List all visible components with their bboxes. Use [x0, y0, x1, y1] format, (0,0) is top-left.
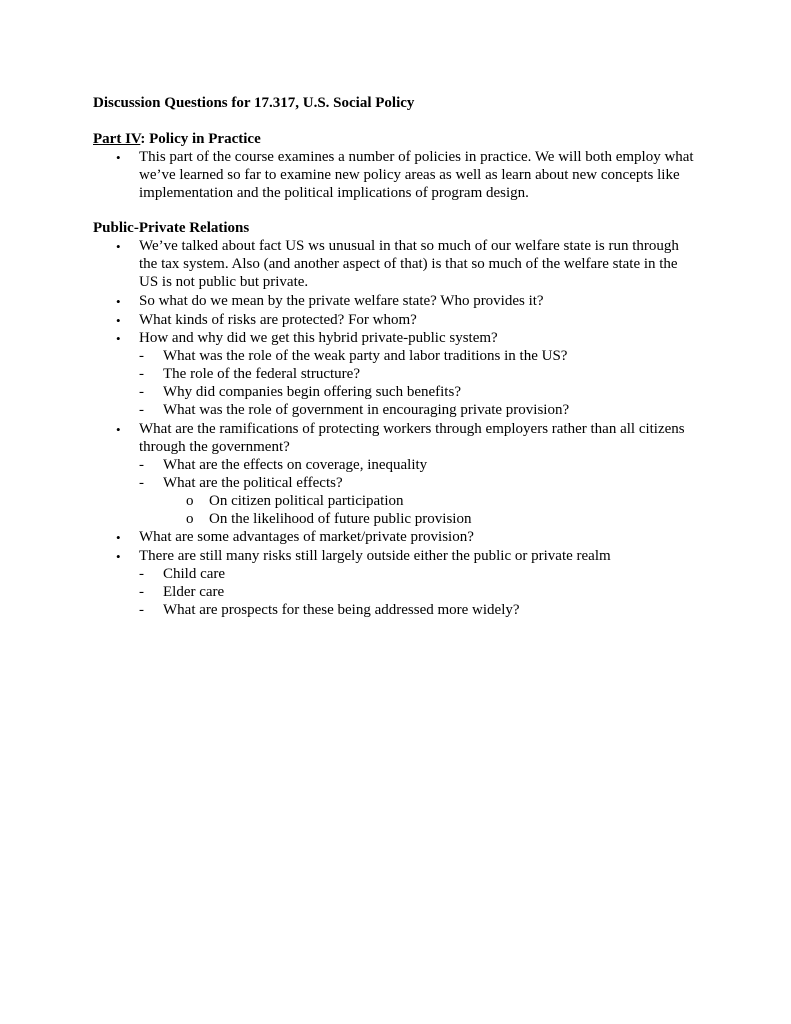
bullet-marker: • — [116, 150, 121, 165]
circle-marker: o — [186, 493, 194, 509]
sub-item-text: What was the role of government in encouraging private provision? — [163, 402, 570, 418]
sub-item-text: Child care — [163, 566, 226, 582]
bullet-text: What kinds of risks are protected? For whom? — [139, 312, 417, 328]
sub-item-text: What are the effects on coverage, inequality — [163, 457, 428, 473]
part-iv-heading-text: : Policy in Practice — [140, 131, 261, 147]
bullet-text: What are some advantages of market/private provision? — [139, 529, 474, 545]
dash-marker: - — [139, 584, 144, 600]
bullet-text: What are the ramifications of protecting workers through employers rather than all citizens through the government? — [139, 421, 685, 455]
circle-marker: o — [186, 511, 194, 527]
dash-marker: - — [139, 366, 144, 382]
sub-item-text: Why did companies begin offering such benefits? — [163, 384, 461, 400]
dash-marker: - — [139, 348, 144, 364]
bullet-marker: • — [116, 313, 121, 328]
dash-marker: - — [139, 602, 144, 618]
dash-marker: - — [139, 457, 144, 473]
bullet-marker: • — [116, 549, 121, 564]
sub-item-text: What are prospects for these being addressed more widely? — [163, 602, 520, 618]
bullet-text: We’ve talked about fact US ws unusual in that so much of our welfare state is run through the tax system. Also (and another aspect of that) is that so much of the welfare state in the US is not public but private. — [139, 238, 679, 290]
part-iv-label: Part IV — [93, 131, 141, 147]
bullet-text: How and why did we get this hybrid private-public system? — [139, 330, 498, 346]
document-title: Discussion Questions for 17.317, U.S. Social Policy — [93, 95, 415, 111]
part-iv-heading — [93, 130, 261, 148]
public-private-heading: Public-Private Relations — [93, 220, 250, 236]
bullet-marker: • — [116, 422, 121, 437]
dash-marker: - — [139, 402, 144, 418]
sub-item-text: What are the political effects? — [163, 475, 343, 491]
sub-sub-item-text: On the likelihood of future public provision — [209, 511, 472, 527]
bullet-marker: • — [116, 294, 121, 309]
sub-sub-item-text: On citizen political participation — [209, 493, 404, 509]
sub-item-text: The role of the federal structure? — [163, 366, 360, 382]
bullet-marker: • — [116, 239, 121, 254]
part-iv-bullet-text: This part of the course examines a number of policies in practice. We will both employ what we’ve learned so far to examine new policy areas as well as learn about new concepts like implementation and the political implications of program design. — [139, 149, 694, 201]
dash-marker: - — [139, 384, 144, 400]
bullet-marker: • — [116, 530, 121, 545]
dash-marker: - — [139, 475, 144, 491]
bullet-text: So what do we mean by the private welfare state? Who provides it? — [139, 293, 544, 309]
sub-item-text: Elder care — [163, 584, 225, 600]
sub-item-text: What was the role of the weak party and labor traditions in the US? — [163, 348, 568, 364]
bullet-marker: • — [116, 331, 121, 346]
dash-marker: - — [139, 566, 144, 582]
bullet-text: There are still many risks still largely outside either the public or private realm — [139, 548, 611, 564]
